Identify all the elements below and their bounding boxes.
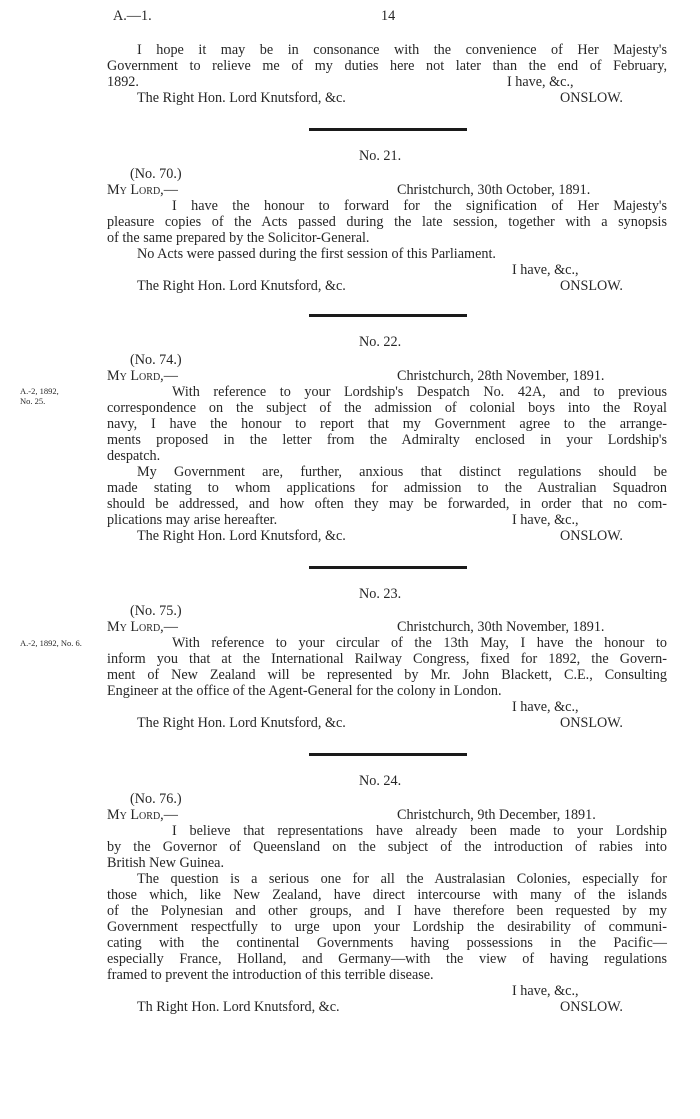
body-line: With reference to your circular of the 13th May, I have the honour to (172, 635, 667, 651)
body-line: of the same prepared by the Solicitor-General. (107, 230, 370, 246)
despatch-reference: (No. 75.) (130, 603, 182, 619)
despatch-number: No. 23. (359, 586, 402, 602)
section-divider (309, 566, 467, 569)
place-date: Christchurch, 30th October, 1891. (397, 182, 591, 198)
despatch-number: No. 22. (359, 334, 402, 350)
closing-have: I have, &c., (512, 512, 579, 528)
page-reference: A.—1. (113, 8, 152, 24)
salutation: My Lord,— (107, 807, 178, 823)
salutation: My Lord,— (107, 368, 178, 384)
place-date: Christchurch, 28th November, 1891. (397, 368, 605, 384)
margin-reference: A.-2, 1892, (20, 386, 59, 396)
body-line: The question is a serious one for all the Australasian Colonies, especially for (137, 871, 667, 887)
body-line: 1892. (107, 74, 139, 90)
body-line: plications may arise hereafter. (107, 512, 278, 528)
signature: ONSLOW. (560, 90, 623, 106)
body-line: made stating to whom applications for admission to the Australian Squadron (107, 480, 667, 496)
body-line: correspondence on the subject of the admission of colonial boys into the Royal (107, 400, 667, 416)
signature: ONSLOW. (560, 999, 623, 1015)
despatch-reference: (No. 76.) (130, 791, 182, 807)
body-line: especially France, Holland, and Germany—with the view of having regulations (107, 951, 667, 967)
place-date: Christchurch, 9th December, 1891. (397, 807, 596, 823)
body-line: Engineer at the office of the Agent-General for the colony in London. (107, 683, 502, 699)
body-line: pleasure copies of the Acts passed during the late session, together with a synopsis (107, 214, 667, 230)
signature: ONSLOW. (560, 528, 623, 544)
despatch-number: No. 21. (359, 148, 402, 164)
salutation: My Lord,— (107, 619, 178, 635)
addressee: The Right Hon. Lord Knutsford, &c. (137, 528, 346, 544)
body-line: those which, like New Zealand, have direct intercourse with many of the islands (107, 887, 667, 903)
body-line: Government respectfully to urge upon your Lordship the desirability of communi- (107, 919, 667, 935)
addressee: The Right Hon. Lord Knutsford, &c. (137, 715, 346, 731)
section-divider (309, 128, 467, 131)
body-line: No Acts were passed during the first session of this Parliament. (137, 246, 496, 262)
page-number: 14 (381, 8, 396, 24)
section-divider (309, 314, 467, 317)
body-line: Government to relieve me of my duties here not later than the end of February, (107, 58, 667, 74)
body-line: With reference to your Lordship's Despatch No. 42A, and to previous (172, 384, 667, 400)
signature: ONSLOW. (560, 278, 623, 294)
margin-reference: No. 25. (20, 396, 46, 406)
body-line: despatch. (107, 448, 161, 464)
body-line: navy, I have the honour to report that my Government agree to the arrange- (107, 416, 667, 432)
body-line: ments proposed in the letter from the Admiralty enclosed in your Lordship's (107, 432, 667, 448)
body-line: British New Guinea. (107, 855, 225, 871)
place-date: Christchurch, 30th November, 1891. (397, 619, 605, 635)
addressee: The Right Hon. Lord Knutsford, &c. (137, 278, 346, 294)
body-line: I have the honour to forward for the signification of Her Majesty's (172, 198, 667, 214)
body-line: I hope it may be in consonance with the convenience of Her Majesty's (137, 42, 667, 58)
body-line: by the Governor of Queensland on the subject of the introduction of rabies into (107, 839, 667, 855)
closing-have: I have, &c., (512, 262, 579, 278)
despatch-number: No. 24. (359, 773, 402, 789)
body-line: inform you that at the International Railway Congress, fixed for 1892, the Govern- (107, 651, 667, 667)
salutation: My Lord,— (107, 182, 178, 198)
despatch-reference: (No. 70.) (130, 166, 182, 182)
body-line: I believe that representations have already been made to your Lordship (172, 823, 667, 839)
body-line: of the Polynesian and other groups, and I have therefore been requested by my (107, 903, 667, 919)
addressee: Th Right Hon. Lord Knutsford, &c. (137, 999, 340, 1015)
addressee: The Right Hon. Lord Knutsford, &c. (137, 90, 346, 106)
body-line: ment of New Zealand will be represented by Mr. John Blackett, C.E., Consulting (107, 667, 667, 683)
closing-have: I have, &c., (512, 699, 579, 715)
despatch-reference: (No. 74.) (130, 352, 182, 368)
section-divider (309, 753, 467, 756)
closing-have: I have, &c., (507, 74, 574, 90)
signature: ONSLOW. (560, 715, 623, 731)
closing-have: I have, &c., (512, 983, 579, 999)
body-line: framed to prevent the introduction of this terrible disease. (107, 967, 434, 983)
body-line: cating with the continental Governments having possessions in the Pacific— (107, 935, 667, 951)
body-line: My Government are, further, anxious that distinct regulations should be (137, 464, 667, 480)
margin-reference: A.-2, 1892, No. 6. (20, 638, 82, 648)
body-line: should be addressed, and how often they may be forwarded, in order that no com- (107, 496, 667, 512)
